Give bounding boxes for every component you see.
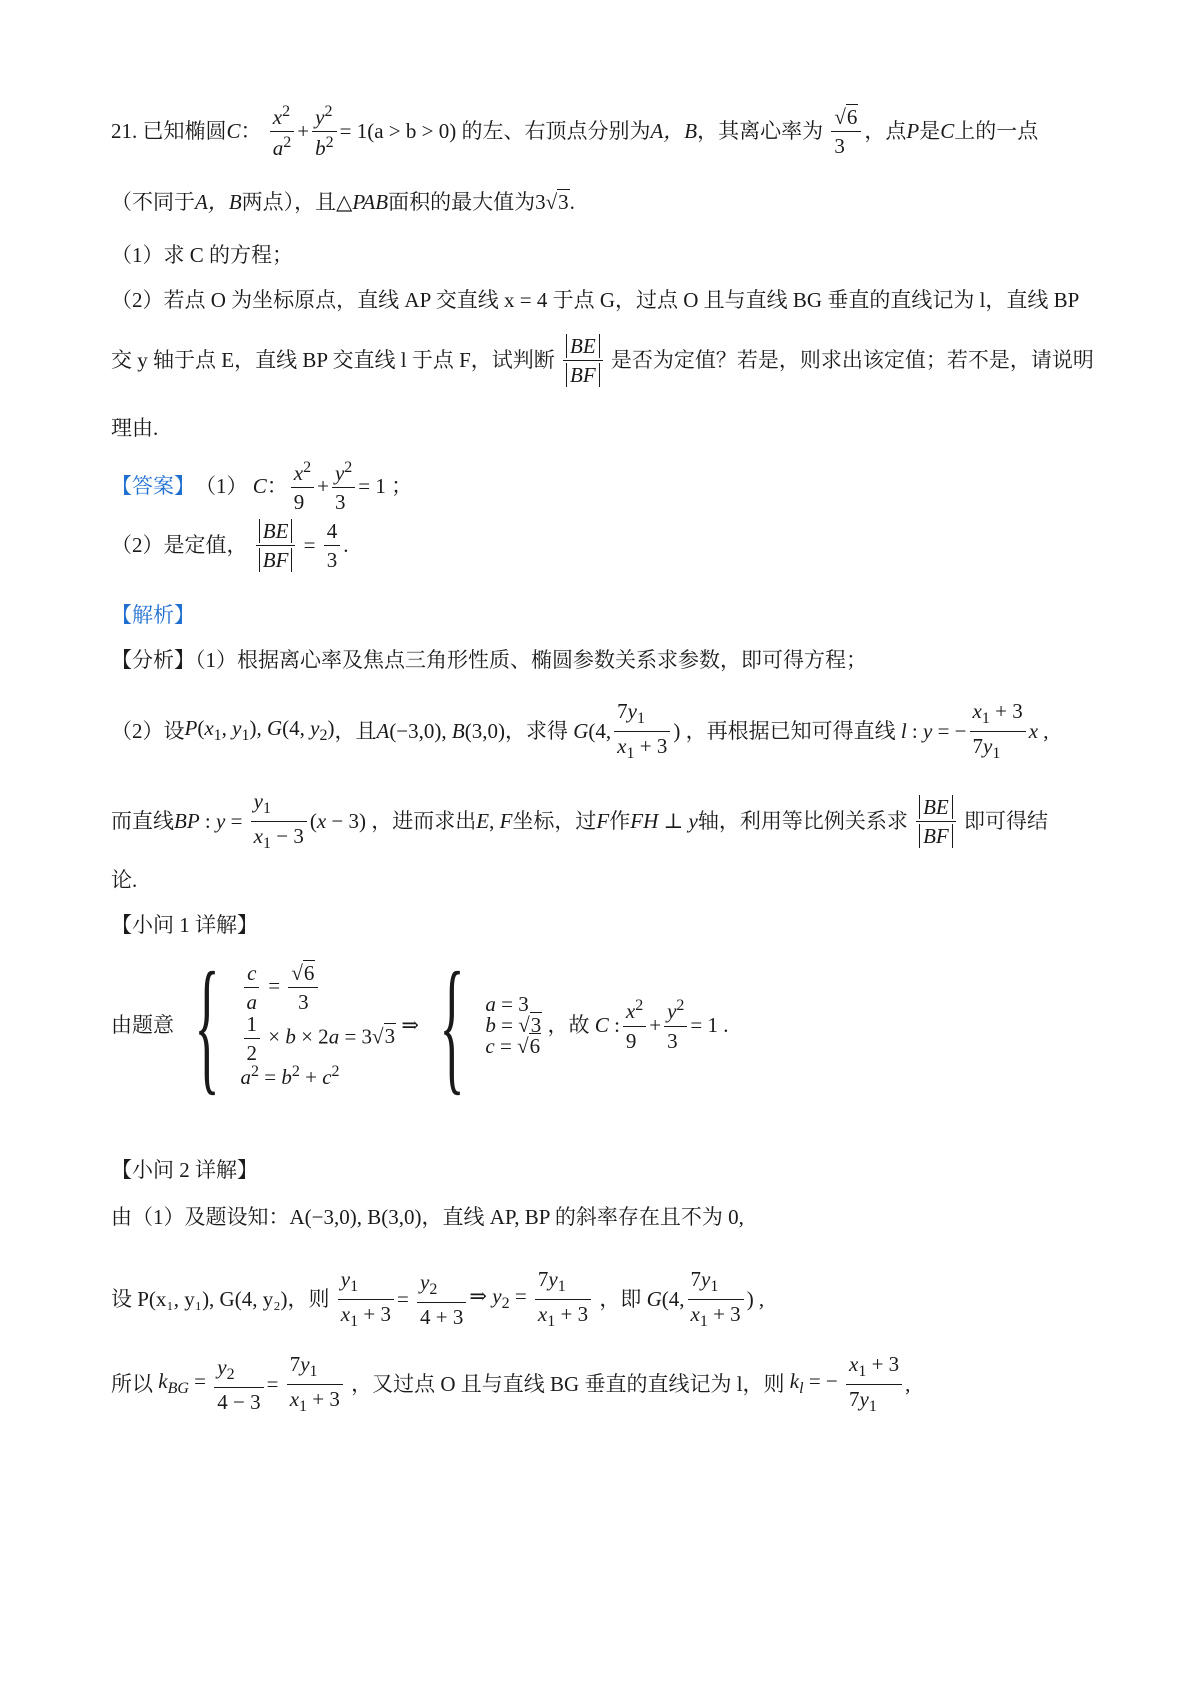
triangle-icon: △ xyxy=(336,189,353,214)
answer-value: $\frac{4}{3}$ xyxy=(324,520,341,571)
text: 面积的最大值为 xyxy=(388,189,536,214)
var-C: C xyxy=(940,119,955,144)
subquestion-1-heading: 【小问 1 详解】 xyxy=(111,913,258,937)
text: 所以 xyxy=(111,1371,153,1396)
ratio-BE-BF: $\frac{BE}{BF}$ xyxy=(563,335,603,386)
text: ，再根据已知可得直线 xyxy=(685,718,896,743)
text: , xyxy=(905,1371,911,1396)
text: 即可得结 xyxy=(963,808,1048,833)
subquestion-2-heading: 【小问 2 详解】 xyxy=(111,1158,258,1182)
question-line-2 xyxy=(111,190,575,213)
text: 而直线 xyxy=(111,808,174,833)
text: 上的一点 xyxy=(954,119,1039,144)
text: 两点），且 xyxy=(241,189,337,214)
text: （不同于 xyxy=(111,189,195,214)
answer-y-term: $\frac{y^2}{3}$ xyxy=(332,460,355,513)
text: 的左、右顶点分别为 xyxy=(461,119,651,144)
solution-tag: 【解析】 xyxy=(111,603,195,627)
part-1-question: （1）求 C 的方程； xyxy=(111,243,294,267)
ellipse-eq-rhs: = 1(a > b > 0) xyxy=(339,119,457,144)
points-AB: A，B xyxy=(650,119,698,144)
text: （1） xyxy=(195,474,248,499)
text: 坐标，过 xyxy=(512,808,597,833)
var-C: C xyxy=(226,119,241,144)
subquestion-2-line-3: 所以 $k_{BG}$ = $\frac{y_2}{4 - 3}$ = $\frac{7y_1}{x_1 + 3}$ ，又过点 O 且与直线 BG 垂直的直线记为 l，则 $k_l$ = − $\frac{x_1 + 3}{7y_1}$ , xyxy=(111,1352,911,1416)
text: 是 xyxy=(919,119,941,144)
ellipse-x-term: $\frac{x^2}{a^2}$ xyxy=(270,104,295,159)
text: ，故 xyxy=(547,1012,590,1037)
analysis-end: 论. xyxy=(111,868,138,892)
analysis-part-2-cont: 而直线BP : y = $\frac{y_1}{x_1 - 3}$ (x − 3) ，进而求出E, F坐标，过F作FH ⊥ y轴，利用等比例关系求 $\frac{BE}{BF}$ 即可得结 xyxy=(111,789,1048,853)
answer-tag: 【答案】 xyxy=(111,474,195,499)
subquestion-2-line-1: 由（1）及题设知：A(−3,0), B(3,0)，直线 AP, BP 的斜率存在且不为 0, xyxy=(111,1205,744,1229)
brace: { xyxy=(439,942,465,1108)
var-P: P xyxy=(906,119,920,144)
text: ，求得 xyxy=(504,718,568,743)
l-slope-fraction: $\frac{x_1 + 3}{7y_1}$ xyxy=(970,700,1026,763)
max-area-value: 3√3 xyxy=(535,189,569,214)
text: . xyxy=(569,189,575,214)
equation-system: $\frac{c}{a}$ = $\frac{√6}{3}$ $\frac{1}{2}$ × b × 2a = 3√3 $a^2 = b^2 + c^2$ xyxy=(240,960,396,1090)
ratio-BE-BF: $\frac{BE}{BF}$ xyxy=(916,796,956,847)
text: 轴，利用等比例关系求 xyxy=(697,808,908,833)
ratio-BE-BF: $\frac{BE}{BF}$ xyxy=(256,520,296,571)
part-2-question-end: 理由. xyxy=(111,416,159,440)
G-y-fraction: $\frac{7y_1}{x_1 + 3}$ xyxy=(614,700,670,763)
answer-line-1: 【答案】（1） C： $\frac{x^2}{9}$ + $\frac{y^2}{3}$ = 1 ； xyxy=(111,459,413,515)
text: 交 y 轴于点 E，直线 BP 交直线 l 于点 F，试判断 xyxy=(111,348,555,373)
text: ，又过点 O 且与直线 BG 垂直的直线记为 l，则 xyxy=(351,1371,785,1396)
subquestion-2-line-2: 设 P(x₁, y₁), G(4, y₂)，则 $\frac{y_1}{x_1 + 3}$ = $\frac{y_2}{4 + 3}$ ⇒ $y_2$ = $\frac{7y_1}{x_1 + 3}$ ，即 G(4, $\frac{7y_1}{x_1 + 3}$ ) , xyxy=(111,1267,765,1331)
text: ，其离心率为 xyxy=(697,119,824,144)
text: = 1 ； xyxy=(358,474,413,499)
text: ，即 xyxy=(599,1286,642,1311)
ellipse-y-term: $\frac{y^2}{b^2}$ xyxy=(312,104,337,159)
analysis-line: 【分析】（1）根据离心率及焦点三角形性质、椭圆参数关系求参数，即可得方程； xyxy=(111,648,867,672)
question-line-1: 21. 已知椭圆C： $\frac{x^2}{a^2}$ + $\frac{y^2}{b^2}$ = 1(a > b > 0) 的左、右顶点分别为A，B，其离心率为 $\frac{√6}{3}$ ，点P是C上的一点 xyxy=(111,103,1039,161)
text: ，点 xyxy=(864,119,907,144)
text: = xyxy=(303,533,316,558)
text: ，且 xyxy=(334,718,377,743)
text: 是否为定值？若是，则求出该定值；若不是，请说明 xyxy=(610,348,1094,373)
text: 设 P(x₁, y₁), G(4, y₂)，则 xyxy=(111,1286,330,1311)
colon: ： xyxy=(240,119,262,144)
subquestion-1-body: 由题意 { $\frac{c}{a}$ = $\frac{√6}{3}$ $\frac{1}{2}$ × b × 2a = 3√3 $a^2 = b^2 + c^2$ ⇒ { a = 3 b = √3 c = √6 ，故 C : $\frac{x^2}{9}$ + $\frac{y^2}{3}$ = 1 . xyxy=(111,942,729,1108)
text: （2）设 xyxy=(111,718,185,743)
BP-slope-fraction: $\frac{y_1}{x_1 - 3}$ xyxy=(251,790,307,853)
text: . xyxy=(343,533,349,558)
brace: { xyxy=(194,942,220,1108)
text: （2）是定值， xyxy=(111,533,248,558)
part-2-question-cont xyxy=(111,335,1094,386)
analysis-part-2: （2）设$P(x_1$, $y_1$), G(4, $y_2$)，且A(−3,0), B(3,0)，求得 G(4, $\frac{7y_1}{x_1 + 3}$ ) ，再根据已知可得直线 l : y = − $\frac{x_1 + 3}{7y_1}$ x , xyxy=(111,699,1049,763)
question-number: 21. 已知椭圆 xyxy=(111,119,227,144)
text: 作 xyxy=(609,808,631,833)
eccentricity-fraction: $\frac{√6}{3}$ xyxy=(831,106,861,157)
text: ，进而求出 xyxy=(371,808,477,833)
text: 由题意 xyxy=(111,1012,174,1037)
answer-line-2 xyxy=(111,520,349,571)
answer-x-term: $\frac{x^2}{9}$ xyxy=(291,460,314,513)
triangle-PAB: PAB xyxy=(352,189,389,214)
solution-system: a = 3 b = √3 c = √6 xyxy=(485,991,542,1058)
part-2-question: （2）若点 O 为坐标原点，直线 AP 交直线 x = 4 于点 G，过点 O 且与直线 BG 垂直的直线记为 l，直线 BP xyxy=(111,288,1080,312)
points-AB: A，B xyxy=(195,189,242,214)
